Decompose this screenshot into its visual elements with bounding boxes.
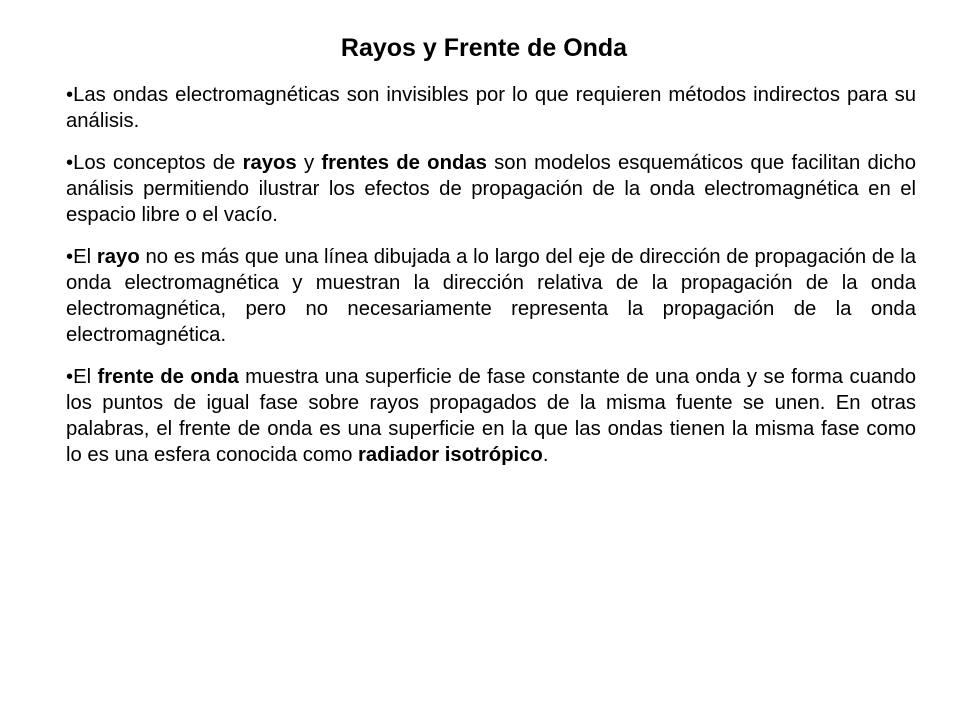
text-run: Los conceptos de bbox=[73, 152, 243, 174]
slide-body bbox=[66, 82, 916, 484]
bullet-paragraph bbox=[66, 150, 916, 228]
bold-term-rayos: rayos bbox=[242, 152, 297, 174]
bold-term-radiador-isotropico: radiador isotrópico bbox=[358, 444, 543, 466]
text-run: Las ondas electromagnéticas son invisibles por lo que requieren métodos indirectos para su análisis. bbox=[66, 84, 916, 132]
bold-term-frente-de-onda: frente de onda bbox=[97, 366, 239, 388]
text-run: El bbox=[73, 246, 97, 268]
slide-title: Rayos y Frente de Onda bbox=[340, 34, 628, 62]
text-run: no es más que una línea dibujada a lo largo del eje de dirección de propagación de la onda electromagnética y muestran la dirección relativa de la propagación de la onda electromagnética, pero no necesariamente representa la propagación de la onda electromagnética. bbox=[66, 246, 916, 346]
bullet-marker: • bbox=[66, 152, 74, 174]
bold-term-rayo: rayo bbox=[96, 246, 140, 268]
bullet-paragraph bbox=[66, 244, 916, 348]
bullet-marker: • bbox=[66, 84, 74, 106]
text-run: y bbox=[296, 152, 322, 174]
bold-term-frentes-de-ondas: frentes de ondas bbox=[321, 152, 487, 174]
text-run: son modelos esquemáticos que facilitan dicho análisis permitiendo ilustrar los efectos de propagación de la onda electromagnética en el espacio libre o el vacío. bbox=[66, 152, 917, 226]
bullet-paragraph bbox=[66, 364, 916, 468]
bullet-marker: • bbox=[66, 366, 74, 388]
bullet-marker: • bbox=[66, 246, 74, 268]
text-run: muestra una superficie de fase constante de una onda y se forma cuando los puntos de igual fase sobre rayos propagados de la misma fuente se unen. En otras palabras, el frente de onda es una superficie en la que las ondas tienen la misma fase como lo es una esfera conocida como bbox=[66, 366, 917, 466]
bullet-paragraph bbox=[66, 82, 916, 134]
text-run: El bbox=[73, 366, 98, 388]
text-run: . bbox=[542, 444, 549, 466]
